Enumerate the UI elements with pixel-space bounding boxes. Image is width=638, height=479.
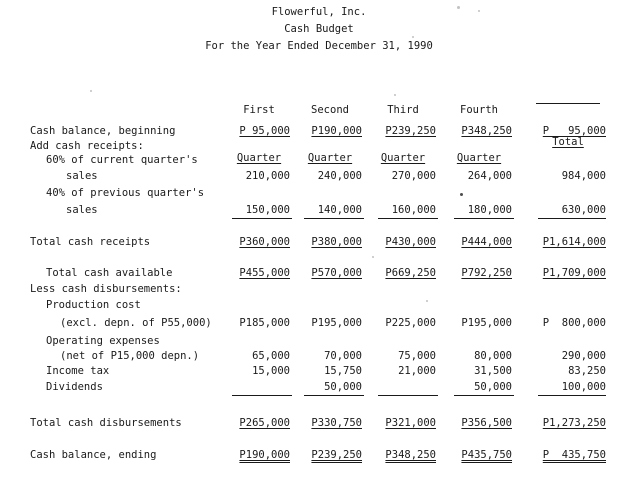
column-header-line1: First <box>243 104 275 116</box>
cell-current-sales-q3: 270,000 <box>391 170 436 182</box>
label-cash-balance-beginning: Cash balance, beginning <box>30 125 176 137</box>
cell-previous-sales-q1: 150,000 <box>245 204 290 216</box>
label-total-cash-available: Total cash available <box>46 267 173 279</box>
cell-total-available-q3: P669,250 <box>385 267 436 279</box>
cell-operating-q1: 65,000 <box>252 350 290 362</box>
cell-ending-q3: P348,250 <box>385 449 436 461</box>
report-period: For the Year Ended December 31, 1990 <box>205 40 433 52</box>
cell-total-disb-q4: P356,500 <box>461 417 512 429</box>
cell-beginning-q2: P190,000 <box>311 125 362 137</box>
column-header-line1: Third <box>387 104 419 116</box>
scan-speck <box>457 6 460 9</box>
cell-beginning-q3: P239,250 <box>385 125 436 137</box>
cell-total-receipts-q1: P360,000 <box>239 236 290 248</box>
cell-total-receipts-q3: P430,000 <box>385 236 436 248</box>
cell-previous-sales-q4: 180,000 <box>467 204 512 216</box>
cell-previous-sales-total: 630,000 <box>561 204 606 216</box>
label-production-cost-line2: (excl. depn. of P55,000) <box>60 317 212 329</box>
label-cash-balance-ending: Cash balance, ending <box>30 449 157 461</box>
cell-production-total: P 800,000 <box>542 317 606 329</box>
cell-income-tax-q2: 15,750 <box>324 365 362 377</box>
cell-total-available-q4: P792,250 <box>461 267 512 279</box>
cell-beginning-q4: P348,250 <box>461 125 512 137</box>
subtotal-rule-q3 <box>378 218 438 219</box>
cell-current-sales-total: 984,000 <box>561 170 606 182</box>
cell-dividends-total: 100,000 <box>561 381 606 393</box>
total-header-rule <box>536 103 600 104</box>
label-less-cash-disbursements: Less cash disbursements: <box>30 283 182 295</box>
disb-rule-q4 <box>454 395 514 396</box>
cell-income-tax-total: 83,250 <box>568 365 606 377</box>
scan-speck <box>394 94 396 96</box>
cell-current-sales-q1: 210,000 <box>245 170 290 182</box>
cell-total-disb-q2: P330,750 <box>311 417 362 429</box>
cell-total-disb-q1: P265,000 <box>239 417 290 429</box>
scan-speck <box>90 90 92 92</box>
column-header-line2: Quarter <box>380 152 426 164</box>
cell-beginning-q1: P 95,000 <box>239 125 290 137</box>
cell-operating-q3: 75,000 <box>398 350 436 362</box>
disb-rule-q2 <box>304 395 364 396</box>
cell-operating-q4: 80,000 <box>474 350 512 362</box>
cell-operating-total: 290,000 <box>561 350 606 362</box>
cell-dividends-q2: 50,000 <box>324 381 362 393</box>
label-operating-expenses-line2: (net of P15,000 depn.) <box>60 350 200 362</box>
cell-income-tax-q3: 21,000 <box>398 365 436 377</box>
label-current-sales-line1: 60% of current quarter's <box>46 154 198 166</box>
label-dividends: Dividends <box>46 381 103 393</box>
cell-income-tax-q4: 31,500 <box>474 365 512 377</box>
cell-income-tax-q1: 15,000 <box>252 365 290 377</box>
cell-total-receipts-q4: P444,000 <box>461 236 512 248</box>
cell-current-sales-q4: 264,000 <box>467 170 512 182</box>
cell-total-disb-total: P1,273,250 <box>542 417 606 429</box>
column-header-line2: Quarter <box>456 152 502 164</box>
subtotal-rule-q4 <box>454 218 514 219</box>
cell-previous-sales-q3: 160,000 <box>391 204 436 216</box>
label-income-tax: Income tax <box>46 365 110 377</box>
scan-speck <box>372 256 374 258</box>
disb-rule-total <box>538 395 606 396</box>
cell-ending-total: P 435,750 <box>542 449 606 461</box>
subtotal-rule-q1 <box>232 218 292 219</box>
disb-rule-q1 <box>232 395 292 396</box>
label-operating-expenses-line1: Operating expenses <box>46 335 160 347</box>
column-header-line2: Quarter <box>236 152 282 164</box>
column-header-line2: Total <box>552 136 584 148</box>
report-title: Cash Budget <box>284 23 354 35</box>
cell-total-receipts-total: P1,614,000 <box>542 236 606 248</box>
cell-total-available-q1: P455,000 <box>239 267 290 279</box>
column-header-line1: Fourth <box>460 104 498 116</box>
cell-ending-q4: P435,750 <box>461 449 512 461</box>
scan-speck <box>460 193 463 196</box>
scan-speck <box>426 300 428 302</box>
label-add-cash-receipts: Add cash receipts: <box>30 140 144 152</box>
cell-operating-q2: 70,000 <box>324 350 362 362</box>
cell-total-disb-q3: P321,000 <box>385 417 436 429</box>
cell-previous-sales-q2: 140,000 <box>317 204 362 216</box>
cell-production-q2: P195,000 <box>311 317 362 329</box>
cell-total-receipts-q2: P380,000 <box>311 236 362 248</box>
cell-current-sales-q2: 240,000 <box>317 170 362 182</box>
company-name: Flowerful, Inc. <box>271 6 367 18</box>
label-total-cash-disbursements: Total cash disbursements <box>30 417 182 429</box>
column-header-line2: Quarter <box>307 152 353 164</box>
cell-production-q1: P185,000 <box>239 317 290 329</box>
disb-rule-q3 <box>378 395 438 396</box>
label-production-cost-line1: Production cost <box>46 299 141 311</box>
label-current-sales-line2: sales <box>66 170 98 182</box>
cell-production-q4: P195,000 <box>461 317 512 329</box>
subtotal-rule-q2 <box>304 218 364 219</box>
cell-ending-q2: P239,250 <box>311 449 362 461</box>
column-header-line1: Second <box>311 104 349 116</box>
cell-total-available-total: P1,709,000 <box>542 267 606 279</box>
cell-total-available-q2: P570,000 <box>311 267 362 279</box>
cell-production-q3: P225,000 <box>385 317 436 329</box>
scan-speck <box>412 36 414 38</box>
cell-beginning-total: P 95,000 <box>542 125 606 137</box>
label-previous-sales-line1: 40% of previous quarter's <box>46 187 205 199</box>
cell-dividends-q4: 50,000 <box>474 381 512 393</box>
cell-ending-q1: P190,000 <box>239 449 290 461</box>
label-previous-sales-line2: sales <box>66 204 98 216</box>
subtotal-rule-total <box>538 218 606 219</box>
label-total-cash-receipts: Total cash receipts <box>30 236 151 248</box>
scan-speck <box>478 10 480 12</box>
